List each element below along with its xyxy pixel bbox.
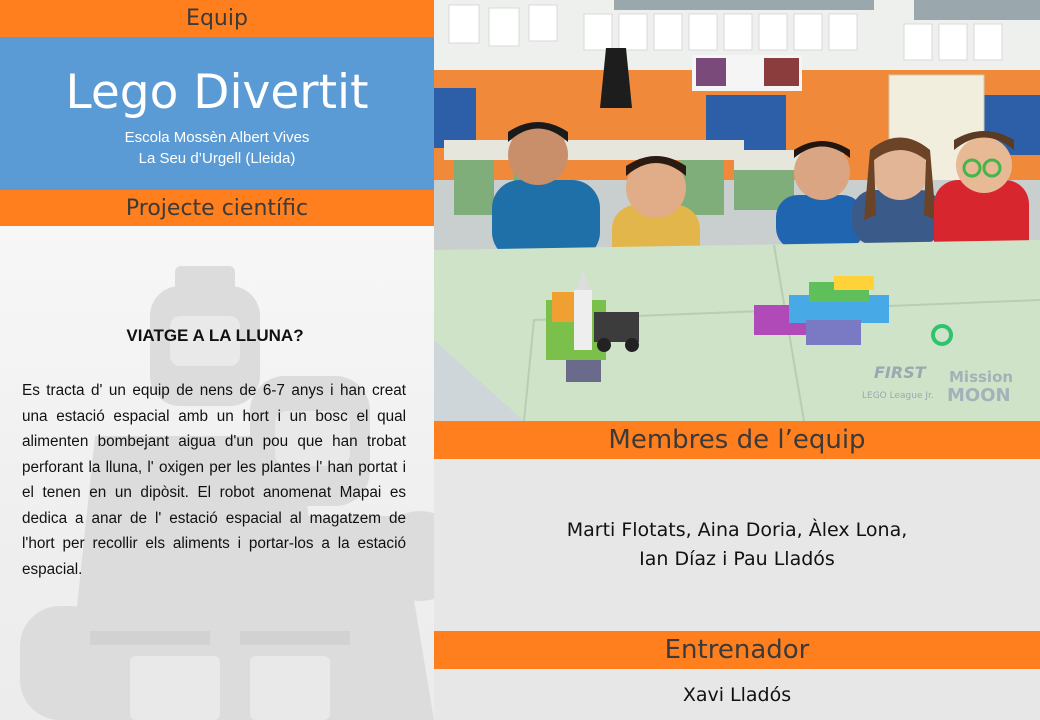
mission-logo-text: Mission	[949, 368, 1014, 386]
first-logo-text: FIRST	[874, 363, 926, 382]
project-panel	[0, 226, 434, 720]
equip-label: Equip	[186, 6, 248, 31]
school-location: La Seu d’Urgell (Lleida)	[138, 150, 296, 167]
members-names-line2: Ian Díaz i Pau Lladós	[639, 548, 835, 570]
members-panel	[434, 459, 1040, 631]
coach-label: Entrenador	[664, 635, 810, 665]
project-description: Es tracta d' un equip de nens de 6-7 anys i han creat una estació espacial amb un hort i un bosc el qual alimenten bombejant aigua d'un pou que han trobat perforant la lluna, l' oxigen per les plantes l' han portat i el tenen en un dipòsit. El robot anomenat Mapai es dedica a anar de l' estació espacial al magatzem de l'hort per recollir els aliments i portar-los a la estació espacial.	[22, 382, 406, 578]
team-block	[0, 37, 434, 190]
moon-logo-text: MOON	[947, 385, 1011, 406]
coach-name: Xavi Lladós	[682, 683, 792, 706]
coach-panel	[434, 669, 1040, 720]
project-label: Projecte científic	[125, 195, 309, 221]
members-label: Membres de l’equip	[608, 425, 866, 455]
classroom-photo	[434, 0, 1040, 421]
members-header	[434, 421, 1040, 459]
coach-header	[434, 631, 1040, 669]
equip-header	[0, 0, 434, 37]
school-name: Escola Mossèn Albert Vives	[124, 129, 310, 146]
team-name: Lego Divertit	[65, 65, 369, 120]
members-names-line1: Marti Flotats, Aina Doria, Àlex Lona,	[566, 519, 908, 541]
lego-league-logo-text: LEGO League Jr.	[862, 391, 934, 401]
project-title: VIATGE A LA LLUNA?	[126, 326, 304, 345]
team-photo	[434, 0, 1040, 421]
project-header	[0, 190, 434, 226]
